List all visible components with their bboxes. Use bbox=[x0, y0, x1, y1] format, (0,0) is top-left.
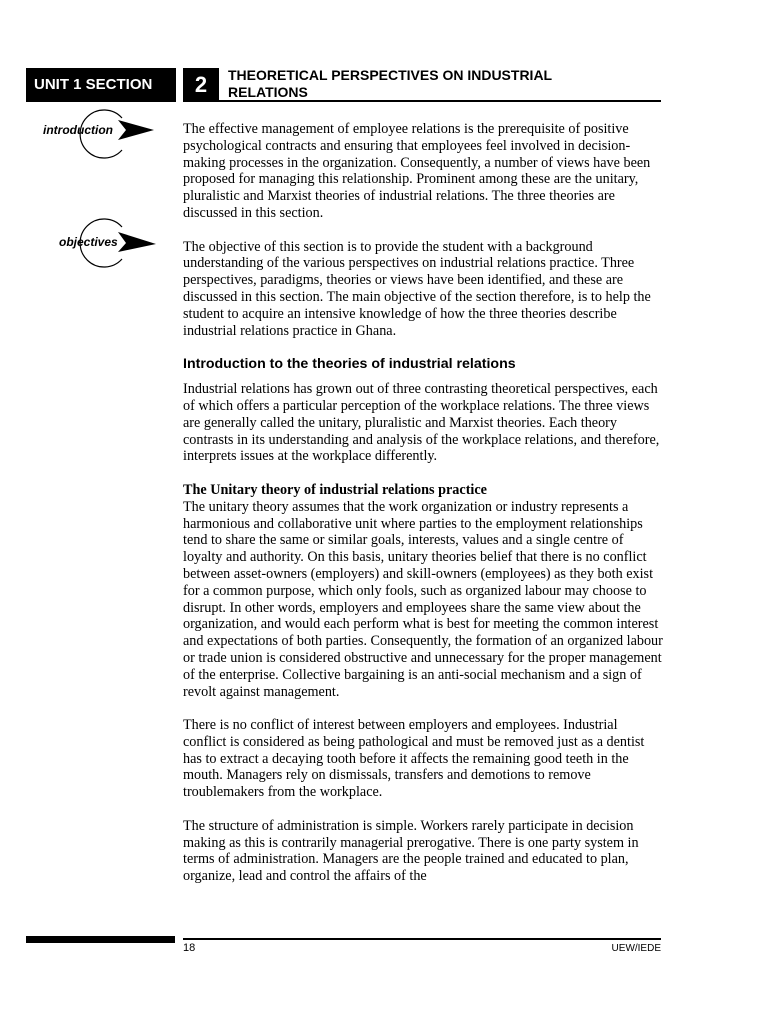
conflict-paragraph: There is no conflict of interest between employers and employees. Industrial conflict is considered as being pathological and must be removed just as a dentist has to extract a decaying tooth before it affects the remaining good teeth in the mouth. Managers rely on dismissals, transfers and demotions to remove troublemakers from the workplace. bbox=[183, 717, 645, 801]
section-number: 2 bbox=[183, 68, 219, 102]
footer-bar bbox=[26, 936, 175, 943]
objectives-marker bbox=[40, 215, 160, 271]
structure-paragraph: The structure of administration is simple. Workers rarely participate in decision making as this is contrarily managerial prerogative. There is one party system in terms of administration. Managers are the people trained and educated to plan, organize, lead and control the affairs of the bbox=[183, 817, 639, 885]
page-number: 18 bbox=[183, 942, 196, 954]
introduction-label: introduction bbox=[43, 123, 113, 137]
unit-section-label: UNIT 1 SECTION bbox=[26, 68, 176, 102]
footer-code: UEW/IEDE bbox=[611, 943, 661, 954]
introduction-marker bbox=[40, 106, 160, 162]
theories-paragraph: Industrial relations has grown out of three contrasting theoretical perspectives, each of which offers a particular perception of the workplace relations. The three views are generally called the unitary, pluralistic and Marxist theories. Each theory contrasts in its understanding and analysis of the workplace relations, and therefore, interprets issues at the workplace differently. bbox=[183, 381, 660, 465]
title-rule bbox=[183, 100, 661, 102]
section-title: THEORETICAL PERSPECTIVES ON INDUSTRIAL RELATIONS bbox=[228, 67, 552, 100]
unitary-subheading: The Unitary theory of industrial relations practice bbox=[183, 481, 487, 498]
footer-rule bbox=[183, 938, 661, 940]
unitary-paragraph: The unitary theory assumes that the work organization or industry represents a harmonious and collaborative unit where parties to the employment relationships tend to share the same or similar goals, interests, values and a single centre of loyalty and authority. On this basis, unitary theories belief that there is no conflict between asset-owners (employers) and skill-owners (employees) as they both exist for a common purpose, which only fools, such as organized labour may choose to disrupt. In other words, employers and employees share the same view about the organization, and would each perform what is best for meeting the common interest and expectations of both parties. Consequently, the formation of an organized labour or trade union is considered obstructive and unnecessary for the proper management of the enterprise. Collective bargaining is an anti-social mechanism and a sign of revolt against management. bbox=[183, 498, 663, 700]
section-heading: Introduction to the theories of industrial relations bbox=[183, 356, 516, 373]
objectives-paragraph: The objective of this section is to provide the student with a background understanding of the various perspectives on industrial relations practice. Three perspectives, paradigms, theories or views have been identified, and these are discussed in this section. The main objective of the section therefore, is to help the student to acquire an intensive knowledge of how the three theories describe industrial relations practice in Ghana. bbox=[183, 238, 651, 339]
body-text bbox=[183, 121, 663, 885]
intro-paragraph: The effective management of employee relations is the prerequisite of positive psychological contracts and ensuring that employees feel involved in decision-making processes in the organization. Consequently, a number of views have been proposed for managing this relationship. Prominent among these are the unitary, pluralistic and Marxist theories of industrial relations. The three theories are discussed in this section. bbox=[183, 121, 651, 221]
objectives-label: objectives bbox=[59, 235, 118, 249]
